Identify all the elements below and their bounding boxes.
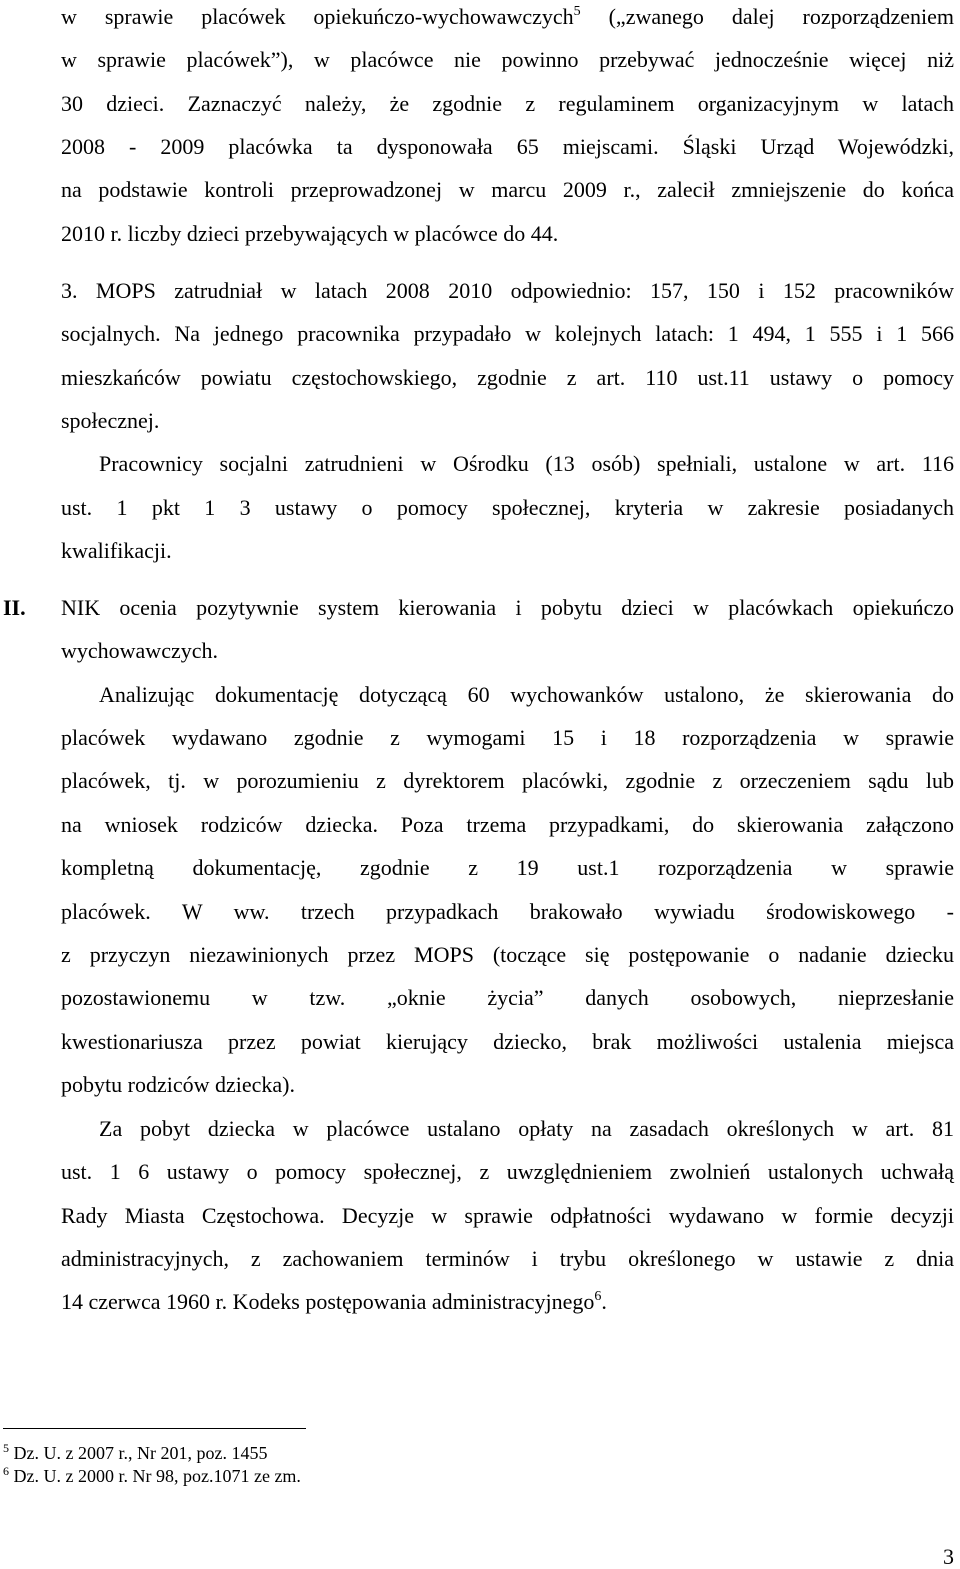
section-heading: NIK ocenia pozytywnie system kierowania i pobytu dzieci w placówkach opiekuńczo	[61, 595, 954, 620]
text-line: 2010 r. liczby dzieci przebywających w placówce do 44.	[61, 221, 559, 246]
section-number: II.	[3, 595, 26, 620]
text-line: kompletną dokumentację, zgodnie z 19 ust.1 rozporządzenia w sprawie	[61, 855, 954, 880]
footnote-6: $^6$ Dz. U. z 2000 r. Nr 98, poz.1071 ze zm.	[3, 1464, 301, 1486]
text-line: Rady Miasta Częstochowa. Decyzje w sprawie odpłatności wydawano w formie decyzji	[61, 1203, 954, 1228]
text-line: pobytu rodziców dziecka).	[61, 1072, 295, 1097]
text-line: pozostawionemu w tzw. „oknie życia” danych osobowych, nieprzesłanie	[61, 985, 954, 1010]
text-line: kwestionariusza przez powiat kierujący dziecko, brak możliwości ustalenia miejsca	[61, 1029, 954, 1054]
text-line: Za pobyt dziecka w placówce ustalano opłaty na zasadach określonych w art. 81	[99, 1116, 954, 1141]
text-line: z przyczyn niezawinionych przez MOPS (toczące się postępowanie o nadanie dziecku	[61, 942, 954, 967]
text-line: ust. 1 6 ustawy o pomocy społecznej, z uwzględnieniem zwolnień ustalonych uchwałą	[61, 1159, 954, 1184]
text-line: społecznej.	[61, 408, 160, 433]
text-line: mieszkańców powiatu częstochowskiego, zgodnie z art. 110 ust.11 ustawy o pomocy	[61, 365, 954, 390]
list-item-3: 3. MOPS zatrudniał w latach 2008 2010 odpowiednio: 157, 150 i 152 pracowników	[61, 278, 954, 303]
text-line: socjalnych. Na jednego pracownika przypadało w kolejnych latach: 1 494, 1 555 i 1 566	[61, 321, 954, 346]
text-line: wychowawczych.	[61, 638, 218, 663]
text-line: 2008 - 2009 placówka ta dysponowała 65 miejscami. Śląski Urząd Wojewódzki,	[61, 134, 954, 159]
text-line: 14 czerwca 1960 r. Kodeks postępowania administracyjnego$^6$.	[61, 1289, 607, 1314]
text-line: Pracownicy socjalni zatrudnieni w Ośrodku (13 osób) spełniali, ustalone w art. 116	[99, 451, 954, 476]
text-line: placówek. W ww. trzech przypadkach brakowało wywiadu środowiskowego -	[61, 899, 954, 924]
text-line: w sprawie placówek”), w placówce nie powinno przebywać jednocześnie więcej niż	[61, 47, 954, 72]
footnote-5: $^5$ Dz. U. z 2007 r., Nr 201, poz. 1455	[3, 1441, 268, 1463]
text-line: ust. 1 pkt 1 3 ustawy o pomocy społecznej, kryteria w zakresie posiadanych	[61, 495, 954, 520]
footnote-ref[interactable]: 6	[594, 1289, 602, 1304]
text-line: Analizując dokumentację dotyczącą 60 wychowanków ustalono, że skierowania do	[99, 682, 954, 707]
text-line: na wniosek rodziców dziecka. Poza trzema przypadkami, do skierowania załączono	[61, 812, 954, 837]
footnote-ref[interactable]: 5	[573, 4, 581, 19]
text-line: placówek, tj. w porozumieniu z dyrektorem placówki, zgodnie z orzeczeniem sądu lub	[61, 768, 954, 793]
text-line: kwalifikacji.	[61, 538, 172, 563]
text-line: administracyjnych, z zachowaniem terminów i trybu określonego w ustawie z dnia	[61, 1246, 954, 1271]
text-line: w sprawie placówek opiekuńczo-wychowawczych$^5$ („zwanego dalej rozporządzeniem	[61, 4, 954, 29]
text-line: na podstawie kontroli przeprowadzonej w marcu 2009 r., zalecił zmniejszenie do końca	[61, 177, 954, 202]
text-line: placówek wydawano zgodnie z wymogami 15 i 18 rozporządzenia w sprawie	[61, 725, 954, 750]
footnote-separator	[3, 1428, 306, 1429]
page-number: 3	[943, 1544, 954, 1569]
text-line: 30 dzieci. Zaznaczyć należy, że zgodnie z regulaminem organizacyjnym w latach	[61, 91, 954, 116]
